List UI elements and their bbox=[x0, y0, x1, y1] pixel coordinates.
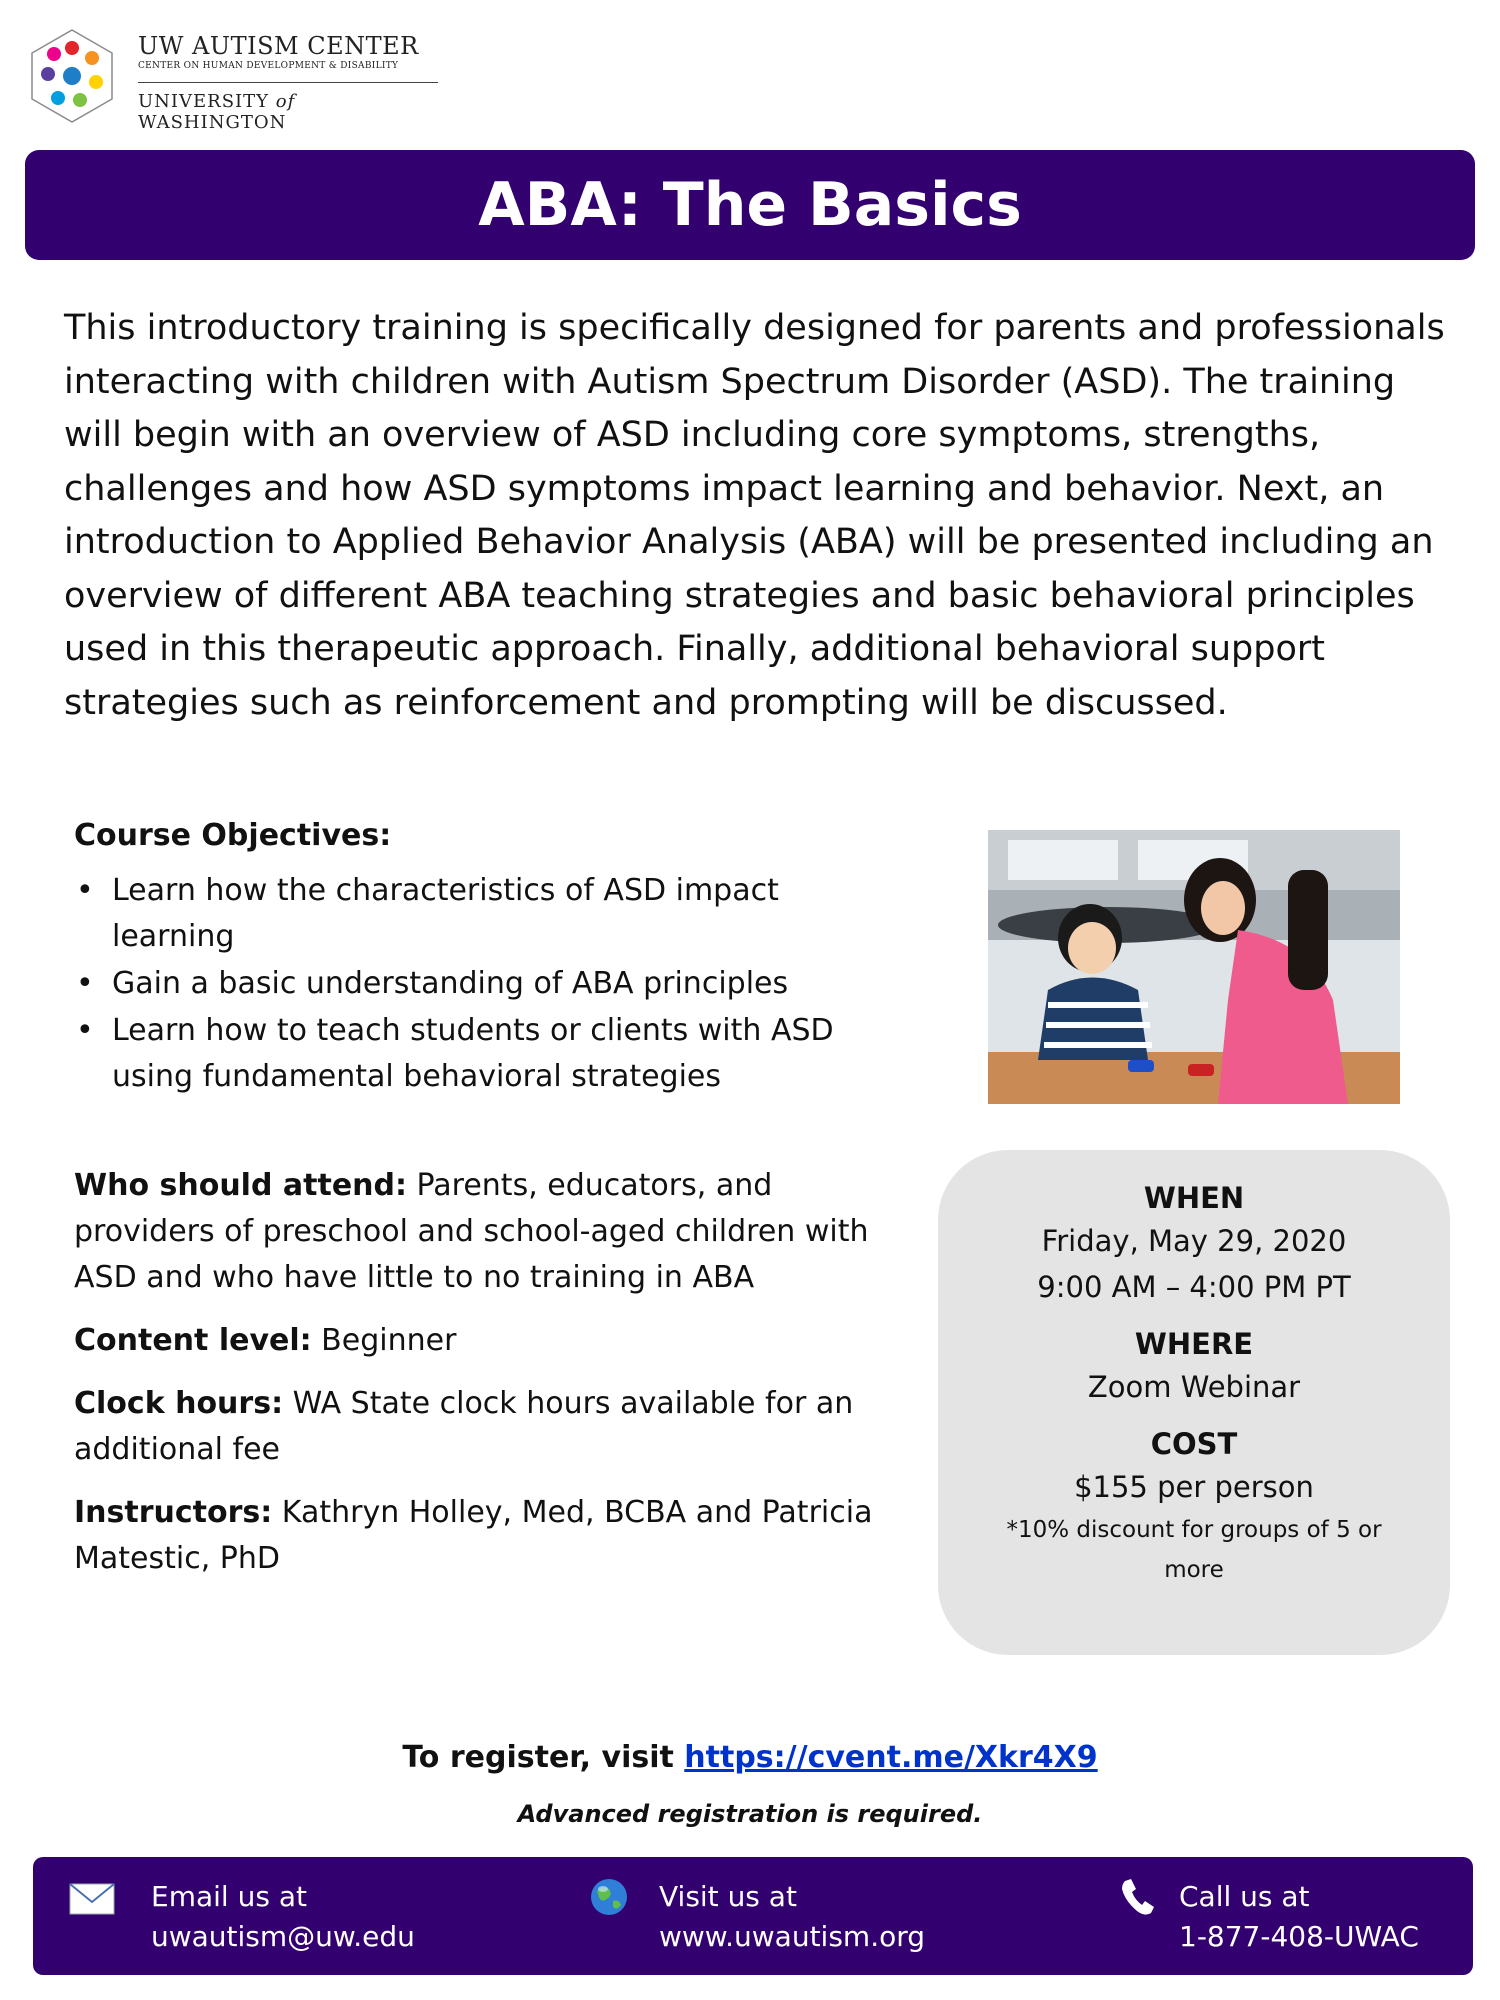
logo-university: UNIVERSITY of WASHINGTON bbox=[138, 91, 296, 133]
photo-mother-and-child bbox=[988, 830, 1400, 1104]
contact-footer bbox=[33, 1857, 1473, 1975]
event-date: Friday, May 29, 2020 bbox=[1041, 1224, 1347, 1258]
content-level-info: Content level: Beginner bbox=[74, 1323, 457, 1358]
email-contact: Email us at uwautism@uw.edu bbox=[151, 1877, 415, 1957]
autism-center-hexagon-icon bbox=[30, 28, 114, 124]
page-title: ABA: The Basics bbox=[478, 170, 1022, 240]
instructors-info: Instructors: Kathryn Holley, Med, BCBA and Patricia Matestic, PhD bbox=[74, 1495, 873, 1576]
attend-info: Who should attend: Parents, educators, and providers of preschool and school-aged children with ASD and who have little to no training in ABA bbox=[74, 1168, 869, 1295]
globe-icon bbox=[589, 1877, 629, 1917]
advanced-registration-note: Advanced registration is required. bbox=[517, 1800, 983, 1828]
objective-item: • Learn how the characteristics of ASD impact learning bbox=[74, 868, 854, 960]
event-info-box bbox=[938, 1150, 1450, 1655]
objectives-list bbox=[74, 868, 854, 1101]
objectives-heading: Course Objectives: bbox=[74, 818, 392, 853]
event-cost: $155 per person bbox=[1074, 1470, 1314, 1504]
uw-autism-logo bbox=[30, 28, 430, 133]
event-location: Zoom Webinar bbox=[1087, 1370, 1301, 1404]
envelope-icon bbox=[69, 1883, 115, 1915]
title-banner bbox=[25, 150, 1475, 260]
logo-subtitle: CENTER ON HUMAN DEVELOPMENT & DISABILITY bbox=[138, 60, 438, 83]
email-address[interactable]: uwautism@uw.edu bbox=[151, 1920, 415, 1953]
where-heading: WHERE bbox=[1134, 1327, 1254, 1361]
logo-center-name: UW AUTISM CENTER bbox=[138, 32, 419, 60]
cost-discount-note: *10% discount for groups of 5 or more bbox=[1006, 1517, 1382, 1583]
phone-icon bbox=[1119, 1877, 1155, 1917]
photo-illustration bbox=[988, 830, 1400, 1104]
details-section bbox=[74, 1163, 874, 1599]
register-line: To register, visit https://cvent.me/Xkr4X9 bbox=[402, 1740, 1098, 1775]
objective-item: • Learn how to teach students or clients with ASD using fundamental behavioral strategies bbox=[74, 1008, 854, 1100]
register-link[interactable]: https://cvent.me/Xkr4X9 bbox=[684, 1740, 1098, 1775]
event-time: 9:00 AM – 4:00 PM PT bbox=[1037, 1270, 1351, 1304]
website-url[interactable]: www.uwautism.org bbox=[659, 1920, 926, 1953]
clock-hours-info: Clock hours: WA State clock hours available for an additional fee bbox=[74, 1386, 854, 1467]
cost-heading: COST bbox=[1150, 1427, 1238, 1461]
phone-number[interactable]: 1-877-408-UWAC bbox=[1179, 1920, 1419, 1953]
intro-paragraph: This introductory training is specifically designed for parents and professionals interacting with children with Autism Spectrum Disorder (ASD). The training will begin with an overview of ASD including core symptoms, strengths, challenges and how ASD symptoms impact learning and behavior. Next, an introduction to Applied Behavior Analysis (ABA) will be presented including an overview of different ABA teaching strategies and basic behavioral principles used in this therapeutic approach. Finally, additional behavioral support strategies such as reinforcement and prompting will be discussed. bbox=[64, 308, 1445, 723]
when-heading: WHEN bbox=[1143, 1181, 1245, 1215]
website-contact: Visit us at www.uwautism.org bbox=[659, 1877, 925, 1957]
phone-contact: Call us at 1-877-408-UWAC bbox=[1179, 1877, 1419, 1957]
objective-item: • Gain a basic understanding of ABA principles bbox=[74, 961, 854, 1007]
